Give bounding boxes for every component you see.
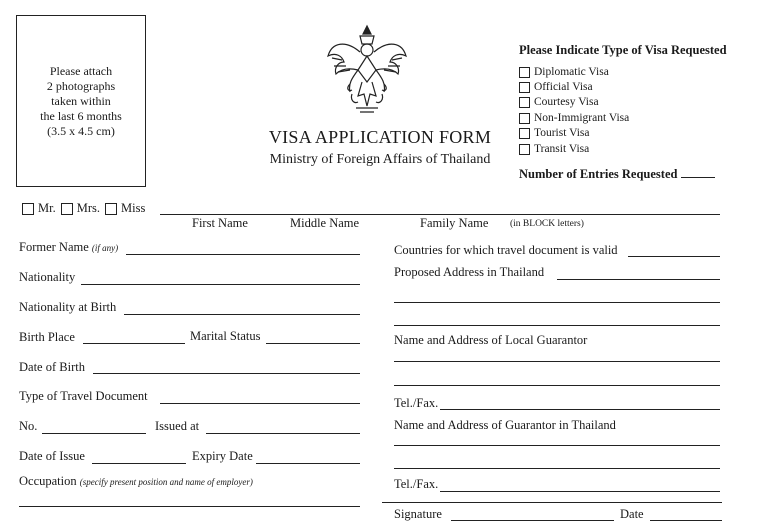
miss-checkbox[interactable]	[105, 203, 117, 215]
tel-fax-input-2[interactable]	[440, 491, 720, 492]
date-input[interactable]	[650, 520, 722, 521]
date-label: Date	[620, 507, 644, 521]
entries-requested	[519, 167, 715, 182]
checkbox[interactable]	[519, 97, 530, 108]
first-name-label: First Name	[192, 216, 248, 230]
travel-doc-label: Type of Travel Document	[19, 389, 148, 403]
tel-fax-label-1: Tel./Fax.	[394, 396, 439, 410]
proposed-address-line-3[interactable]	[394, 325, 720, 326]
signature-label: Signature	[394, 507, 442, 521]
nationality-label: Nationality	[19, 270, 76, 284]
former-name-label	[19, 240, 118, 255]
date-issue-label: Date of Issue	[19, 449, 85, 463]
visa-option-label: Tourist Visa	[534, 127, 590, 139]
visa-option-label: Transit Visa	[534, 143, 590, 155]
countries-input[interactable]	[628, 256, 720, 257]
checkbox[interactable]	[519, 67, 530, 78]
checkbox[interactable]	[519, 144, 530, 155]
family-name-label: Family Name	[420, 216, 489, 230]
occupation-input[interactable]	[19, 506, 360, 507]
visa-option-transit[interactable]	[519, 143, 589, 155]
occupation-text: Occupation	[19, 474, 77, 488]
mr-checkbox[interactable]	[22, 203, 34, 215]
visa-option-label: Official Visa	[534, 81, 593, 93]
tel-fax-label-2: Tel./Fax.	[394, 477, 439, 491]
proposed-address-input[interactable]	[557, 279, 720, 280]
checkbox[interactable]	[519, 82, 530, 93]
local-guarantor-label: Name and Address of Local Guarantor	[394, 333, 588, 347]
signature-input[interactable]	[451, 520, 614, 521]
photo-attach-box	[16, 15, 146, 187]
nationality-input[interactable]	[81, 284, 360, 285]
doc-no-input[interactable]	[42, 433, 146, 434]
visa-option-label: Non-Immigrant Visa	[534, 112, 630, 124]
occupation-label	[19, 474, 253, 489]
photo-instructions: Please attach 2 photographs taken within the last 6 months (3.5 x 4.5 cm)	[40, 63, 122, 138]
entries-input[interactable]	[681, 167, 715, 178]
title-selector	[22, 201, 150, 216]
visa-option-official[interactable]	[519, 81, 593, 93]
local-guarantor-line-1[interactable]	[394, 361, 720, 362]
visa-option-courtesy[interactable]	[519, 96, 599, 108]
date-issue-input[interactable]	[92, 463, 186, 464]
visa-option-label: Diplomatic Visa	[534, 66, 609, 78]
former-name-note: (if any)	[91, 243, 119, 253]
marital-status-label: Marital Status	[190, 329, 261, 343]
checkbox[interactable]	[519, 128, 530, 139]
visa-option-non-immigrant[interactable]	[519, 112, 629, 124]
issued-at-label: Issued at	[155, 419, 200, 433]
tel-fax-input-1[interactable]	[440, 409, 720, 410]
former-name-text: Former Name	[19, 240, 89, 254]
doc-no-label: No.	[19, 419, 38, 433]
visa-option-label: Courtesy Visa	[534, 96, 599, 108]
visa-type-heading: Please Indicate Type of Visa Requested	[519, 43, 727, 57]
issued-at-input[interactable]	[206, 433, 360, 434]
occupation-note: (specify present position and name of employer)	[79, 477, 253, 487]
countries-label: Countries for which travel document is valid	[394, 243, 618, 257]
visa-option-diplomatic[interactable]	[519, 66, 609, 78]
form-title: VISA APPLICATION FORM	[268, 127, 492, 147]
former-name-input[interactable]	[126, 254, 360, 255]
mrs-checkbox[interactable]	[61, 203, 73, 215]
miss-label: Miss	[121, 201, 146, 215]
mrs-label: Mrs.	[76, 201, 100, 215]
expiry-label: Expiry Date	[192, 449, 253, 463]
guarantor-thailand-line-1[interactable]	[394, 445, 720, 446]
block-letters-note: (in BLOCK letters)	[510, 219, 584, 229]
nationality-birth-label: Nationality at Birth	[19, 300, 117, 314]
middle-name-label: Middle Name	[290, 216, 360, 230]
visa-option-tourist[interactable]	[519, 127, 589, 139]
birth-place-input[interactable]	[83, 343, 185, 344]
dob-label: Date of Birth	[19, 360, 85, 374]
signature-divider	[382, 502, 722, 503]
full-name-input[interactable]	[160, 214, 720, 215]
guarantor-thailand-label: Name and Address of Guarantor in Thailand	[394, 418, 616, 432]
dob-input[interactable]	[93, 373, 360, 374]
local-guarantor-line-2[interactable]	[394, 385, 720, 386]
travel-doc-input[interactable]	[160, 403, 360, 404]
birth-place-label: Birth Place	[19, 330, 75, 344]
proposed-address-line-2[interactable]	[394, 302, 720, 303]
mr-label: Mr.	[38, 201, 56, 215]
marital-status-input[interactable]	[266, 343, 360, 344]
form-subtitle: Ministry of Foreign Affairs of Thailand	[269, 152, 491, 167]
checkbox[interactable]	[519, 113, 530, 124]
garuda-emblem-icon	[322, 22, 412, 117]
guarantor-thailand-line-2[interactable]	[394, 468, 720, 469]
nationality-birth-input[interactable]	[124, 314, 360, 315]
entries-label: Number of Entries Requested	[519, 167, 678, 181]
proposed-address-label: Proposed Address in Thailand	[394, 265, 545, 279]
expiry-input[interactable]	[256, 463, 360, 464]
